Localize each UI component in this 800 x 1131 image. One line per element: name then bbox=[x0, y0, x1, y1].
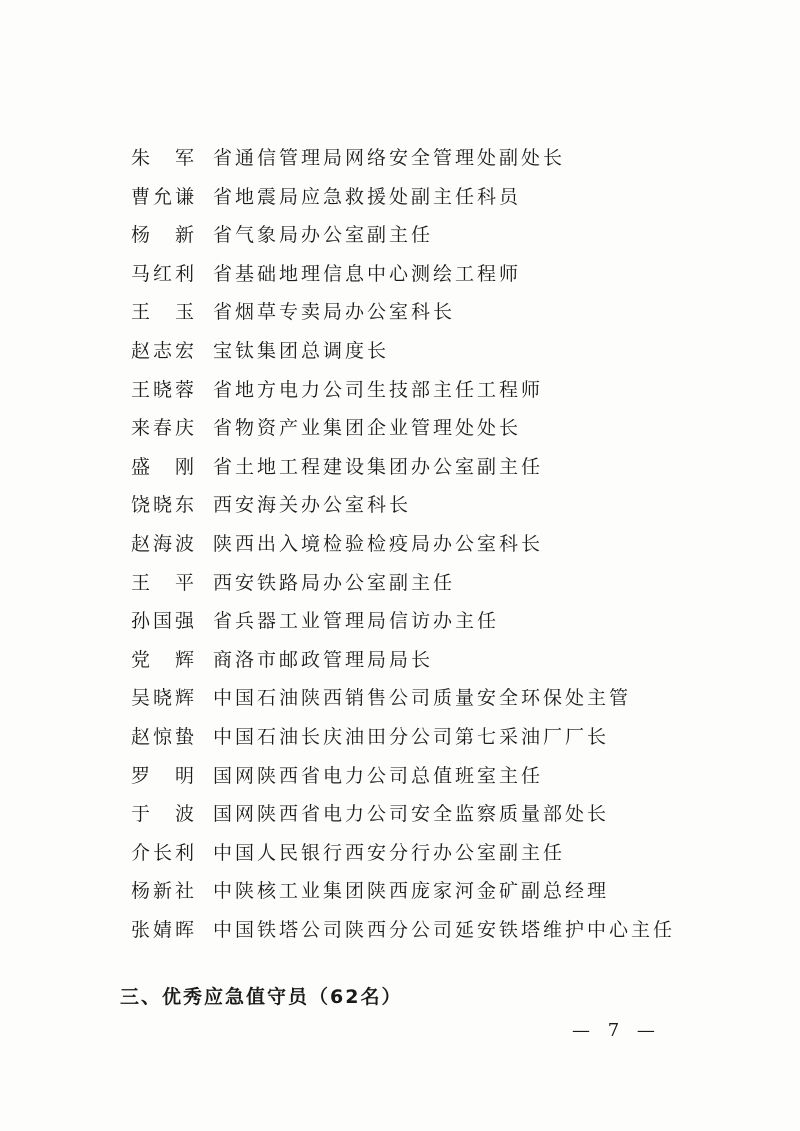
person-name: 马红利 bbox=[131, 262, 198, 285]
page-number: — 7 — bbox=[572, 1020, 661, 1041]
person-title: 省烟草专卖局办公室科长 bbox=[213, 301, 456, 324]
person-name: 赵惊蛰 bbox=[131, 726, 198, 748]
list-item bbox=[0, 294, 800, 330]
list-item bbox=[0, 410, 800, 446]
list-item bbox=[0, 912, 800, 948]
section-heading: 三、优秀应急值守员（62名） bbox=[120, 986, 403, 1008]
person-name: 党 辉 bbox=[131, 648, 198, 671]
person-title: 陕西出入境检验检疫局办公室科长 bbox=[213, 533, 544, 555]
person-title: 省通信管理局网络安全管理处副处长 bbox=[213, 147, 566, 169]
person-name: 赵志宏 bbox=[131, 340, 198, 362]
list-item bbox=[0, 796, 800, 832]
person-name: 饶晓东 bbox=[131, 494, 198, 517]
person-title: 西安铁路局办公室副主任 bbox=[213, 571, 456, 594]
person-name: 孙国强 bbox=[131, 610, 198, 633]
list-item bbox=[0, 642, 800, 678]
list-item bbox=[0, 835, 800, 871]
person-title: 省土地工程建设集团办公室副主任 bbox=[213, 455, 544, 478]
person-title: 省基础地理信息中心测绘工程师 bbox=[213, 262, 522, 285]
person-name: 罗 明 bbox=[131, 764, 198, 787]
person-title: 宝钛集团总调度长 bbox=[213, 340, 390, 362]
person-name: 来春庆 bbox=[131, 417, 198, 440]
list-item bbox=[0, 449, 800, 485]
person-title: 省地方电力公司生技部主任工程师 bbox=[213, 378, 544, 401]
person-title: 省兵器工业管理局信访办主任 bbox=[213, 610, 500, 633]
person-title: 中国石油长庆油田分公司第七采油厂厂长 bbox=[213, 726, 610, 748]
person-name: 吴晓辉 bbox=[131, 687, 198, 710]
list-item bbox=[0, 487, 800, 523]
list-item bbox=[0, 256, 800, 292]
list-item bbox=[0, 217, 800, 253]
person-title: 省地震局应急救援处副主任科员 bbox=[213, 185, 522, 208]
person-name: 王 平 bbox=[131, 571, 198, 594]
person-title: 省气象局办公室副主任 bbox=[213, 224, 434, 247]
person-title: 中国铁塔公司陕西分公司延安铁塔维护中心主任 bbox=[213, 919, 676, 941]
person-name: 朱 军 bbox=[131, 147, 198, 169]
list-item bbox=[0, 873, 800, 909]
list-item bbox=[0, 140, 800, 176]
person-name: 张婧晖 bbox=[131, 919, 198, 941]
person-name: 盛 刚 bbox=[131, 455, 198, 478]
person-name: 赵海波 bbox=[131, 533, 198, 555]
person-title: 中国人民银行西安分行办公室副主任 bbox=[213, 841, 566, 864]
person-title: 省物资产业集团企业管理处处长 bbox=[213, 417, 522, 440]
person-title: 商洛市邮政管理局局长 bbox=[213, 648, 434, 671]
list-item bbox=[0, 526, 800, 562]
list-item bbox=[0, 333, 800, 369]
person-name: 于 波 bbox=[131, 803, 198, 826]
person-name: 介长利 bbox=[131, 841, 198, 864]
list-item bbox=[0, 719, 800, 755]
person-title: 中陕核工业集团陕西庞家河金矿副总经理 bbox=[213, 880, 610, 903]
person-title: 西安海关办公室科长 bbox=[213, 494, 412, 517]
person-name: 王 玉 bbox=[131, 301, 198, 324]
person-title: 国网陕西省电力公司安全监察质量部处长 bbox=[213, 803, 610, 826]
list-item bbox=[0, 179, 800, 215]
person-title: 中国石油陕西销售公司质量安全环保处主管 bbox=[213, 687, 632, 710]
person-title: 国网陕西省电力公司总值班室主任 bbox=[213, 764, 544, 787]
person-name: 杨 新 bbox=[131, 224, 198, 247]
person-name: 曹允谦 bbox=[131, 185, 198, 208]
list-item bbox=[0, 372, 800, 408]
list-item bbox=[0, 680, 800, 716]
person-name: 王晓蓉 bbox=[131, 378, 198, 401]
person-name: 杨新社 bbox=[131, 880, 198, 903]
list-item bbox=[0, 758, 800, 794]
list-item bbox=[0, 565, 800, 601]
list-item bbox=[0, 603, 800, 639]
